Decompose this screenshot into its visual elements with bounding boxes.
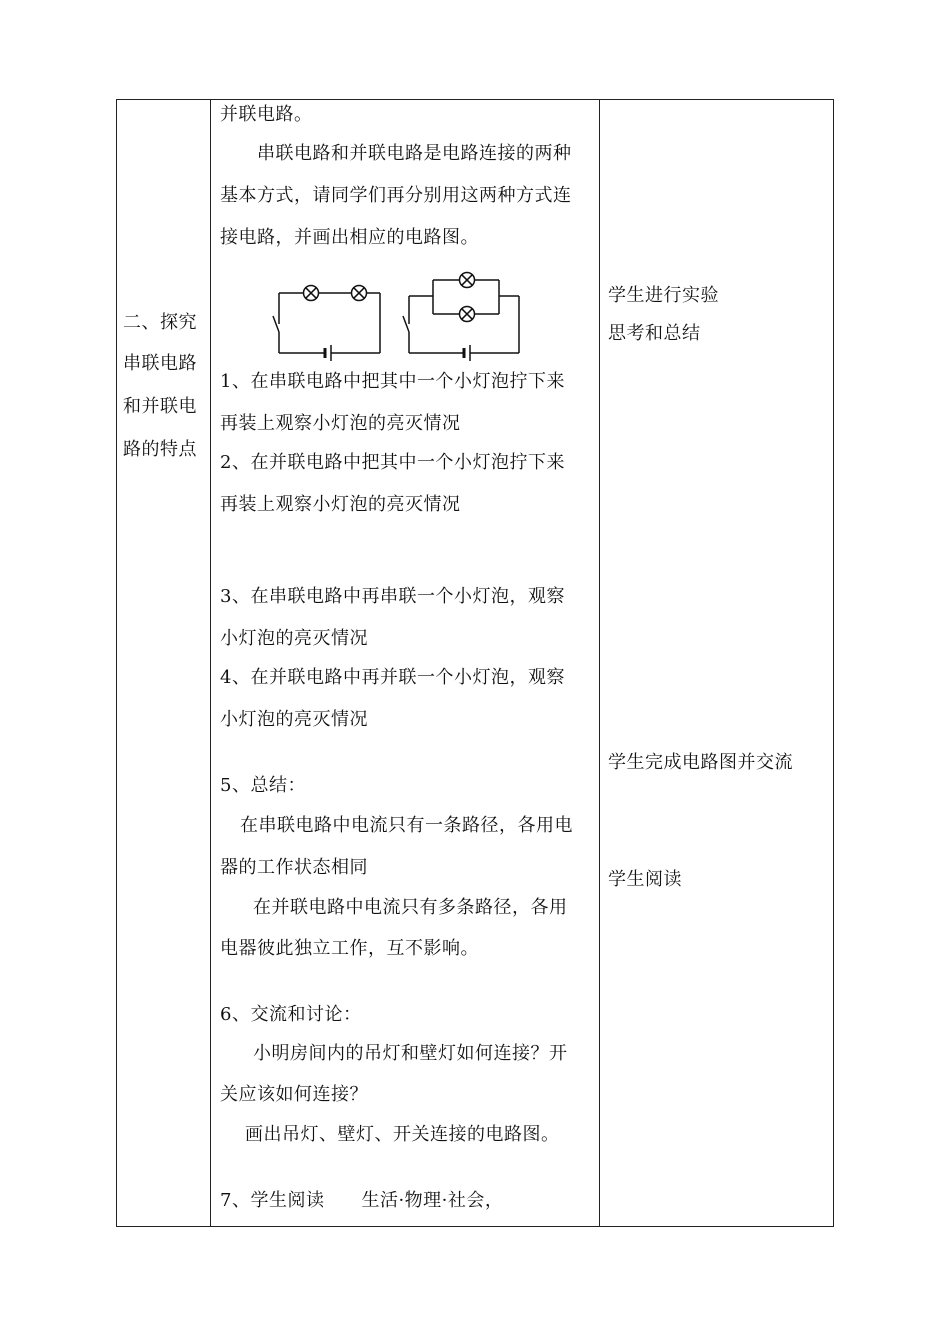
content-line: 6、交流和讨论： bbox=[220, 1004, 362, 1025]
student-activity: 学生进行实验 bbox=[608, 285, 719, 306]
content-line: 关应该如何连接？ bbox=[220, 1084, 368, 1105]
switch-icon bbox=[403, 316, 409, 332]
circuit-diagrams bbox=[260, 268, 530, 362]
content-line: 2、在并联电路中把其中一个小灯泡拧下来 bbox=[220, 452, 565, 473]
content-line: 基本方式，请同学们再分别用这两种方式连 bbox=[220, 185, 572, 206]
content-line: 7、学生阅读 生活·物理·社会， bbox=[220, 1190, 504, 1211]
student-activity: 学生阅读 bbox=[608, 869, 682, 890]
content-line: 小明房间内的吊灯和壁灯如何连接？开 bbox=[253, 1043, 568, 1064]
content-line: 电器彼此独立工作，互不影响。 bbox=[220, 938, 479, 959]
parallel-circuit bbox=[403, 273, 519, 362]
content-line: 接电路，并画出相应的电路图。 bbox=[220, 227, 479, 248]
content-line: 1、在串联电路中把其中一个小灯泡拧下来 bbox=[220, 371, 565, 392]
section-title-line: 串联电路 bbox=[123, 353, 197, 374]
content-line: 再装上观察小灯泡的亮灭情况 bbox=[220, 413, 461, 434]
student-activity: 学生完成电路图并交流 bbox=[608, 752, 793, 773]
content-line: 画出吊灯、壁灯、开关连接的电路图。 bbox=[245, 1124, 560, 1145]
series-circuit bbox=[273, 286, 380, 362]
content-line: 小灯泡的亮灭情况 bbox=[220, 628, 368, 649]
student-activity: 思考和总结 bbox=[608, 323, 701, 344]
content-line: 串联电路和并联电路是电路连接的两种 bbox=[257, 143, 572, 164]
content-line: 3、在串联电路中再串联一个小灯泡，观察 bbox=[220, 586, 565, 607]
content-line: 器的工作状态相同 bbox=[220, 857, 368, 878]
content-line: 在串联电路中电流只有一条路径，各用电 bbox=[240, 815, 573, 836]
section-title-line: 路的特点 bbox=[123, 439, 197, 460]
content-line: 再装上观察小灯泡的亮灭情况 bbox=[220, 494, 461, 515]
content-line: 小灯泡的亮灭情况 bbox=[220, 709, 368, 730]
section-title-line: 和并联电 bbox=[123, 396, 197, 417]
content-line: 4、在并联电路中再并联一个小灯泡，观察 bbox=[220, 667, 565, 688]
content-line: 在并联电路中电流只有多条路径，各用 bbox=[253, 897, 568, 918]
column-divider bbox=[210, 100, 211, 1226]
content-line: 5、总结： bbox=[220, 775, 306, 796]
section-title-line: 二、探究 bbox=[123, 312, 197, 333]
column-divider bbox=[599, 100, 600, 1226]
content-line: 并联电路。 bbox=[220, 104, 313, 125]
switch-icon bbox=[273, 316, 279, 332]
